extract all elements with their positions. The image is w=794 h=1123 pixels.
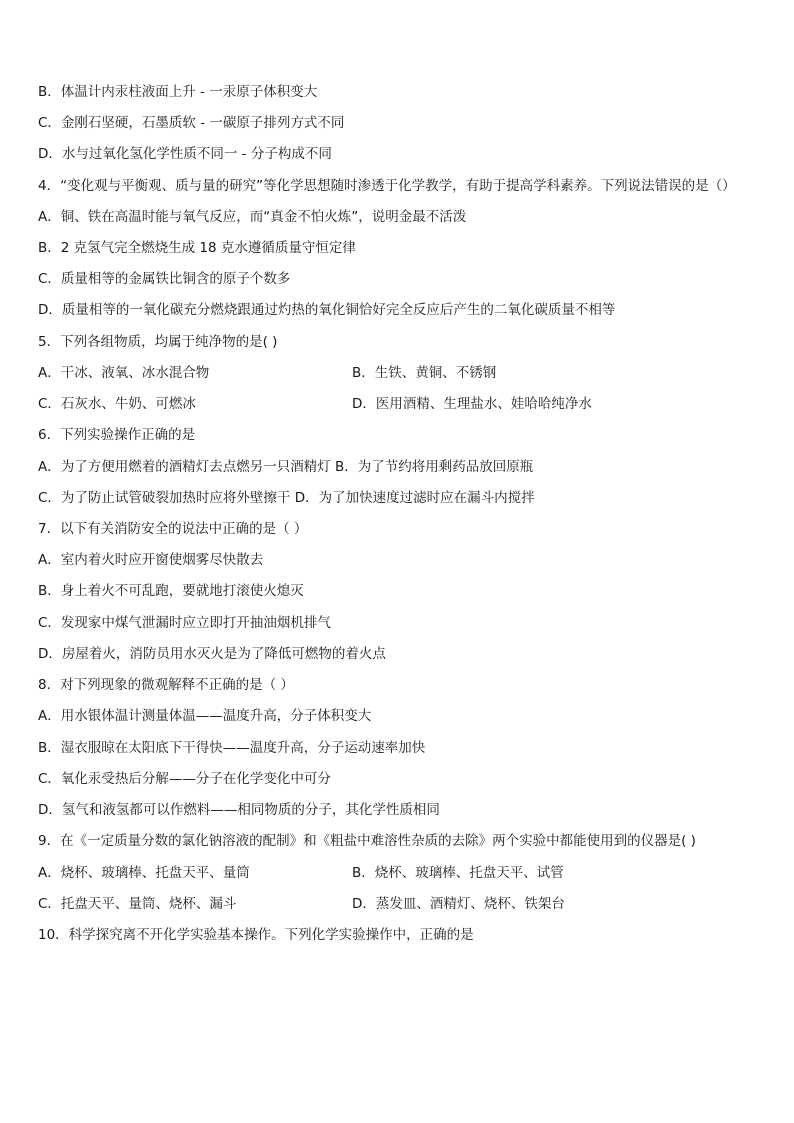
- option-b-q8: [38, 739, 425, 757]
- question-5: [38, 333, 277, 351]
- option-c-q3: [38, 114, 344, 132]
- option-b-q3: [38, 83, 317, 101]
- options-cd-q5: [38, 395, 592, 413]
- line-text-col2: D．蒸发皿、酒精灯、烧杯、铁架台: [352, 896, 565, 912]
- line-text: 4．“变化观与平衡观、质与量的研究”等化学思想随时渗透于化学教学，有助于提高学科素养。下列说法错误的是（）: [38, 178, 736, 194]
- option-d-q8: [38, 801, 440, 819]
- line-text: D．质量相等的一氧化碳充分燃烧跟通过灼热的氧化铜恰好完全反应后产生的二氧化碳质量不相等: [38, 302, 616, 318]
- option-b-q7: [38, 582, 304, 600]
- line-text: D．房屋着火，消防员用水灭火是为了降低可燃物的着火点: [38, 646, 386, 662]
- line-text: B．身上着火不可乱跑，要就地打滚使火熄灭: [38, 583, 304, 599]
- line-text: 6．下列实验操作正确的是: [38, 427, 196, 443]
- option-c-q7: [38, 614, 331, 632]
- options-cd-q9: [38, 895, 565, 913]
- option-c-q4: [38, 270, 290, 288]
- option-a-q7: [38, 551, 263, 569]
- line-text: A．为了方便用燃着的酒精灯去点燃另一只酒精灯 B．为了节约将用剩药品放回原瓶: [38, 459, 534, 475]
- line-text: 7．以下有关消防安全的说法中正确的是（ ）: [38, 521, 308, 537]
- question-10: [38, 926, 474, 944]
- option-c-q8: [38, 770, 331, 788]
- line-text: C．氧化汞受热后分解——分子在化学变化中可分: [38, 771, 331, 787]
- line-text: C．发现家中煤气泄漏时应立即打开抽油烟机排气: [38, 615, 331, 631]
- line-text: A．用水银体温计测量体温——温度升高，分子体积变大: [38, 708, 372, 724]
- line-text: A．铜、铁在高温时能与氧气反应，而“真金不怕火炼”，说明金最不活泼: [38, 209, 467, 225]
- options-cd-q6: [38, 489, 535, 507]
- line-text: A．干冰、液氧、冰水混合物: [38, 365, 210, 381]
- options-ab-q6: [38, 458, 533, 476]
- line-text: A．室内着火时应开窗使烟雾尽快散去: [38, 552, 264, 568]
- question-8: [38, 676, 294, 694]
- line-text: 10．科学探究离不开化学实验基本操作。下列化学实验操作中，正确的是: [38, 927, 474, 943]
- option-d-q4: [38, 301, 615, 319]
- option-a-q8: [38, 707, 371, 725]
- line-text: D．氢气和液氢都可以作燃料——相同物质的分子，其化学性质相同: [38, 802, 440, 818]
- line-text: 8．对下列现象的微观解释不正确的是（ ）: [38, 677, 294, 693]
- option-d-q3: [38, 145, 332, 163]
- line-text: C．金刚石坚硬，石墨质软 - 一碳原子排列方式不同: [38, 115, 345, 131]
- line-text: B．湿衣服晾在太阳底下干得快——温度升高，分子运动速率加快: [38, 740, 426, 756]
- line-text: 9．在《一定质量分数的氯化钠溶液的配制》和《粗盐中难溶性杂质的去除》两个实验中都能使用到的仪器是( ): [38, 833, 696, 849]
- line-text: B．2 克氢气完全燃烧生成 18 克水遵循质量守恒定律: [38, 240, 356, 256]
- line-text: C．为了防止试管破裂加热时应将外壁擦干 D．为了加快速度过滤时应在漏斗内搅拌: [38, 490, 535, 506]
- line-text-col2: D．医用酒精、生理盐水、娃哈哈纯净水: [352, 396, 592, 412]
- question-4: [38, 177, 736, 195]
- question-6: [38, 426, 195, 444]
- option-b-q4: [38, 239, 356, 257]
- question-7: [38, 520, 307, 538]
- question-9: [38, 832, 696, 850]
- options-ab-q5: [38, 364, 497, 382]
- line-text: C．质量相等的金属铁比铜含的原子个数多: [38, 271, 291, 287]
- line-text-col2: B．烧杯、玻璃棒、托盘天平、试管: [352, 865, 564, 881]
- line-text: 5．下列各组物质，均属于纯净物的是( ): [38, 334, 278, 350]
- options-ab-q9: [38, 864, 564, 882]
- line-text: C．石灰水、牛奶、可燃冰: [38, 396, 196, 412]
- line-text: B．体温计内汞柱液面上升 - 一汞原子体积变大: [38, 84, 318, 100]
- option-a-q4: [38, 208, 466, 226]
- line-text: D．水与过氧化氢化学性质不同一 - 分子构成不同: [38, 146, 332, 162]
- line-text: A．烧杯、玻璃棒、托盘天平、量筒: [38, 865, 250, 881]
- option-d-q7: [38, 645, 386, 663]
- line-text: C．托盘天平、量筒、烧杯、漏斗: [38, 896, 237, 912]
- line-text-col2: B．生铁、黄铜、不锈钢: [352, 365, 497, 381]
